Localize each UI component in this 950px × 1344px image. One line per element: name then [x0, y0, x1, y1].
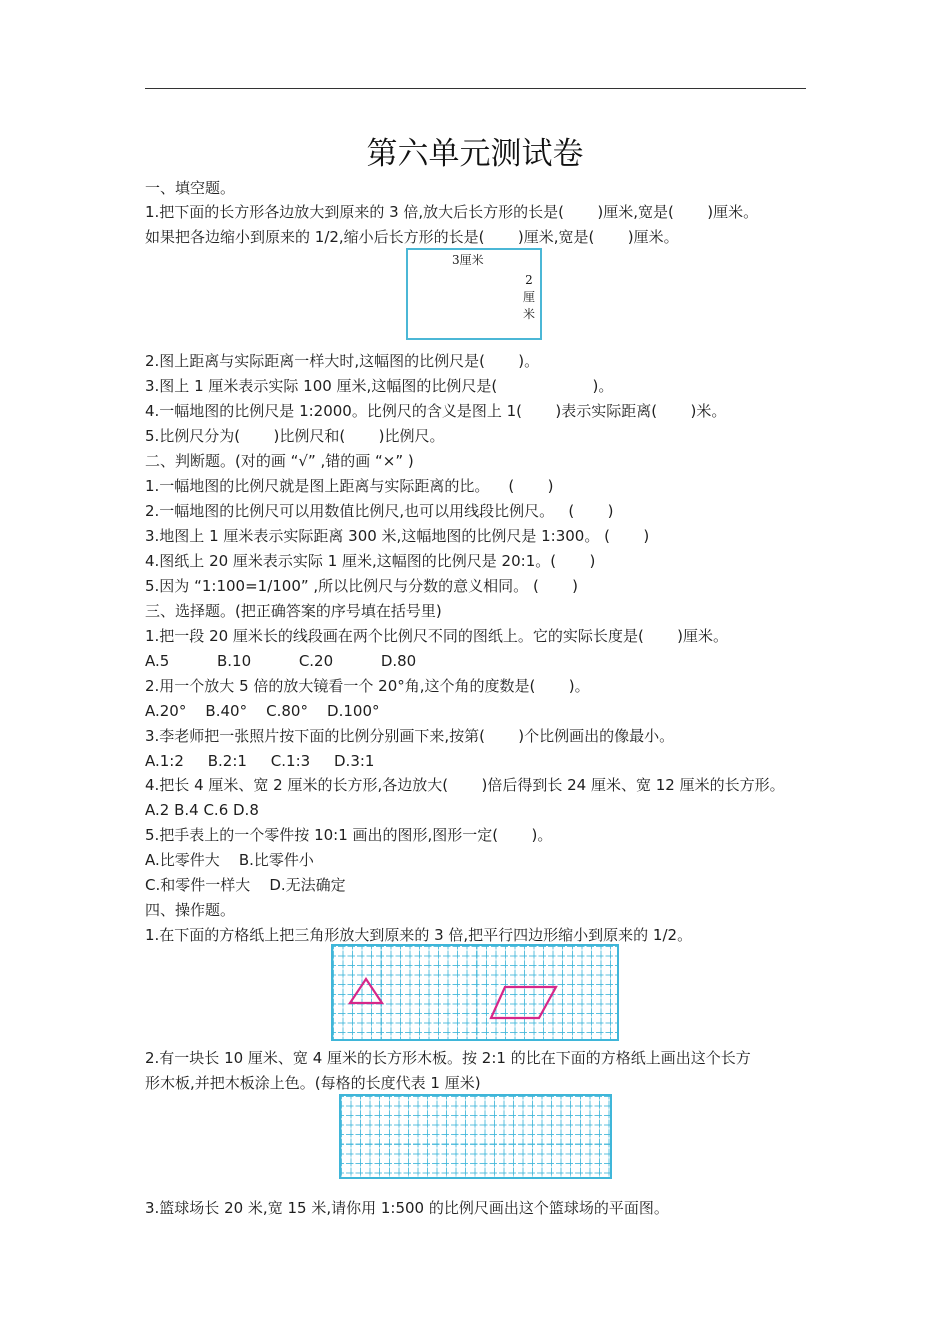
question-choice-5: 5.把手表上的一个零件按 10:1 画出的图形,图形一定( )。 — [145, 826, 553, 844]
question-fill-1-line1: 1.把下面的长方形各边放大到原来的 3 倍,放大后长方形的长是( )厘米,宽是( )厘米。 — [145, 203, 759, 221]
question-choice-5-options-ab: A.比零件大 B.比零件小 — [145, 851, 314, 869]
question-fill-3: 3.图上 1 厘米表示实际 100 厘米,这幅图的比例尺是( )。 — [145, 377, 614, 395]
question-fill-2: 2.图上距离与实际距离一样大时,这幅图的比例尺是( )。 — [145, 352, 540, 370]
question-choice-4-options: A.2 B.4 C.6 D.8 — [145, 801, 259, 819]
question-choice-3-options: A.1:2 B.2:1 C.1:3 D.3:1 — [145, 752, 375, 770]
question-choice-1-options: A.5 B.10 C.20 D.80 — [145, 652, 417, 670]
section-heading-operation: 四、操作题。 — [145, 901, 236, 919]
rectangle-length-label: 3厘米 — [452, 253, 484, 267]
section-heading-fill-blank: 一、填空题。 — [145, 179, 236, 197]
rectangle-figure — [406, 248, 542, 340]
question-tf-1: 1.一幅地图的比例尺就是图上距离与实际距离的比。 ( ) — [145, 477, 554, 495]
question-op-3: 3.篮球场长 20 米,宽 15 米,请你用 1:500 的比例尺画出这个篮球场的平面图。 — [145, 1199, 669, 1217]
parallelogram-shape — [491, 987, 556, 1018]
question-tf-4: 4.图纸上 20 厘米表示实际 1 厘米,这幅图的比例尺是 20:1。( ) — [145, 552, 596, 570]
question-choice-4: 4.把长 4 厘米、宽 2 厘米的长方形,各边放大( )倍后得到长 24 厘米、宽 12 厘米的长方形。 — [145, 776, 785, 794]
question-op-2-line1: 2.有一块长 10 厘米、宽 4 厘米的长方形木板。按 2:1 的比在下面的方格纸上画出这个长方 — [145, 1049, 751, 1067]
question-fill-1-line2: 如果把各边缩小到原来的 1/2,缩小后长方形的长是( )厘米,宽是( )厘米。 — [145, 228, 679, 246]
question-choice-2-options: A.20° B.40° C.80° D.100° — [145, 702, 380, 720]
section-heading-choice: 三、选择题。(把正确答案的序号填在括号里) — [145, 602, 442, 620]
grid-paper-blank[interactable] — [339, 1094, 612, 1179]
question-choice-3: 3.李老师把一张照片按下面的比例分别画下来,按第( )个比例画出的像最小。 — [145, 727, 675, 745]
question-choice-1: 1.把一段 20 厘米长的线段画在两个比例尺不同的图纸上。它的实际长度是( )厘米。 — [145, 627, 729, 645]
question-tf-5: 5.因为 “1:100=1/100” ,所以比例尺与分数的意义相同。 ( ) — [145, 577, 579, 595]
grid-paper-shapes — [331, 944, 619, 1041]
question-op-1: 1.在下面的方格纸上把三角形放大到原来的 3 倍,把平行四边形缩小到原来的 1/2。 — [145, 926, 693, 944]
shapes-drawing — [333, 946, 621, 1043]
header-rule — [145, 88, 806, 89]
question-choice-5-options-cd: C.和零件一样大 D.无法确定 — [145, 876, 346, 894]
rectangle-width-label: 2 厘 米 — [522, 273, 535, 321]
section-heading-true-false: 二、判断题。(对的画 “√” ,错的画 “×” ) — [145, 452, 414, 470]
page-title: 第六单元测试卷 — [366, 136, 584, 172]
question-tf-2: 2.一幅地图的比例尺可以用数值比例尺,也可以用线段比例尺。 ( ) — [145, 502, 614, 520]
question-tf-3: 3.地图上 1 厘米表示实际距离 300 米,这幅地图的比例尺是 1:300。 ( ) — [145, 527, 650, 545]
question-fill-5: 5.比例尺分为( )比例尺和( )比例尺。 — [145, 427, 445, 445]
question-fill-4: 4.一幅地图的比例尺是 1:2000。比例尺的含义是图上 1( )表示实际距离( )米。 — [145, 402, 727, 420]
question-op-2-line2: 形木板,并把木板涂上色。(每格的长度代表 1 厘米) — [145, 1074, 481, 1092]
triangle-shape — [350, 979, 382, 1003]
question-choice-2: 2.用一个放大 5 倍的放大镜看一个 20°角,这个角的度数是( )。 — [145, 677, 590, 695]
